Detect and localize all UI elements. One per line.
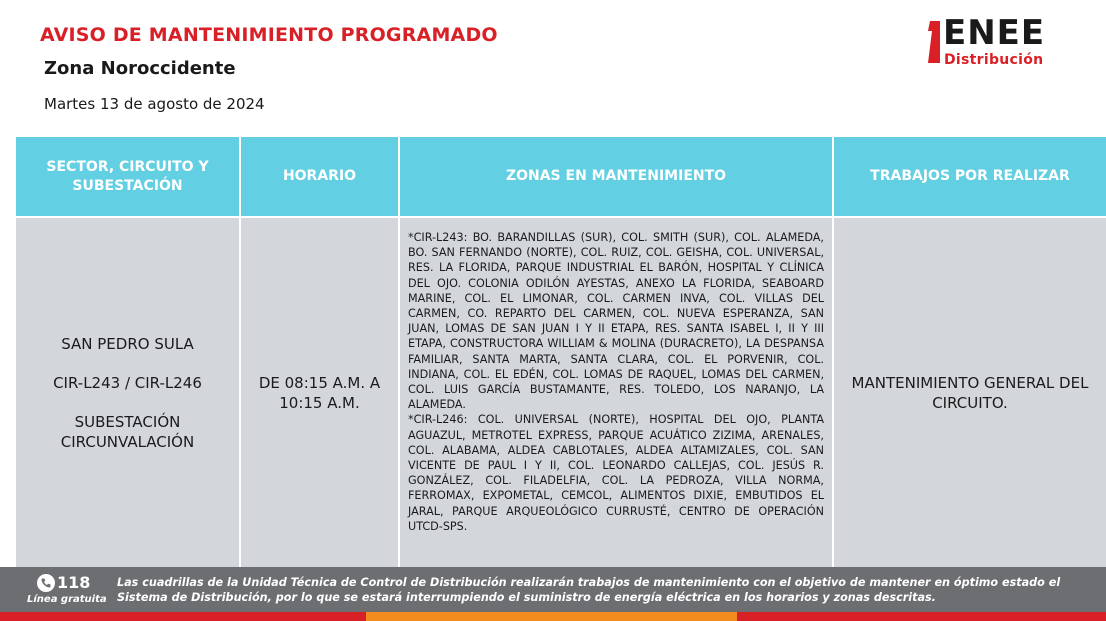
- maintenance-table: [16, 137, 1106, 567]
- zones-l243: *CIR-L243: BO. BARANDILLAS (SUR), COL. SMITH (SUR), COL. ALAMEDA, BO. SAN FERNANDO (NORTE), COL. RUIZ, COL. GEISHA, COL. UNIVERSAL, RES. LA FLORIDA, PARQUE INDUSTRIAL EL BARÓN, HOSPITAL Y CLÍNICA DEL OJO. COLONIA ODILÓN AYESTAS, ANEXO LA FLORIDA, SEABOARD MARINE, COL. EL LIMONAR, COL. CARMEN INVA, COL. VILLAS DEL CARMEN, CO. REPARTO DEL CARMEN, COL. NUEVA ESPERANZA, SAN JUAN, LOMAS DE SAN JUAN I Y II ETAPA, RES. SANTA ISABEL I, II Y III ETAPA, CONSTRUCTORA WILLIAM & MOLINA (DURACRETO), LA DESPANSA FAMILIAR, SANTA MARTA, SANTA CLARA, COL. EL PORVENIR, COL. INDIANA, COL. EL EDÉN, COL. LOMAS DE RAQUEL, LOMAS DEL CARMEN, COL. LUIS GARCÍA BUSTAMANTE, RES. TOLEDO, LOS NARANJO, LA ALAMEDA.: [408, 231, 824, 412]
- enee-logo-mark-icon: [926, 21, 940, 63]
- header-horario: HORARIO: [240, 137, 399, 217]
- notice-title: AVISO DE MANTENIMIENTO PROGRAMADO: [40, 24, 498, 46]
- table-row: [16, 217, 1106, 567]
- zone-name: Zona Noroccidente: [44, 58, 236, 79]
- city-name: SAN PEDRO SULA: [61, 334, 194, 353]
- footer-stripe-orange: [366, 612, 737, 621]
- header-zonas: ZONAS EN MANTENIMIENTO: [399, 137, 833, 217]
- phone-icon: [37, 574, 55, 592]
- footer-stripe-red-right: [737, 612, 1106, 621]
- work-text: MANTENIMIENTO GENERAL DEL CIRCUITO.: [851, 373, 1089, 412]
- footer-stripe-red-left: [0, 612, 366, 621]
- substation-name: SUBESTACIÓN CIRCUNVALACIÓN: [60, 412, 195, 451]
- zones-l246: *CIR-L246: COL. UNIVERSAL (NORTE), HOSPITAL DEL OJO, PLANTA AGUAZUL, METROTEL EXPRESS, PARQUE ACUÁTICO ZIZIMA, ARENALES, COL. ALABAMA, ALDEA CABLOTALES, ALDEA ALTAMIZALES, COL. SAN VICENTE DE PAUL I Y II, COL. LEONARDO CALLEJAS, COL. JESÚS R. GONZÁLEZ, COL. FILADELFIA, COL. LA PEDROZA, VILLA NORMA, FERROMAX, EXPOMETAL, CEMCOL, ALIMENTOS DIXIE, EMBUTIDOS EL JARAL, PARQUE ARQUEOLÓGICO CURRUSTÉ, CENTRO DE OPERACIÓN UTCD-SPS.: [408, 413, 824, 533]
- hotline-label: Línea gratuita: [27, 594, 107, 605]
- enee-logo: [924, 13, 1084, 70]
- logo-subtitle: Distribución: [944, 52, 1044, 68]
- header-sector: SECTOR, CIRCUITO Y SUBESTACIÓN: [16, 137, 240, 217]
- zones-cell: [399, 217, 833, 567]
- work-cell: [833, 217, 1106, 567]
- sector-cell: [16, 217, 240, 567]
- hotline-number: 118: [57, 573, 91, 592]
- header-trabajos: TRABAJOS POR REALIZAR: [833, 137, 1106, 217]
- footer-bar: [0, 567, 1106, 612]
- notice-date: Martes 13 de agosto de 2024: [44, 95, 265, 113]
- table-header-row: [16, 137, 1106, 217]
- logo-brand: ENEE: [943, 13, 1046, 53]
- footer-disclaimer: Las cuadrillas de la Unidad Técnica de Control de Distribución realizarán trabajos de mantenimiento con el objetivo de mantener en óptimo estado el Sistema de Distribución, por lo que se estará interrumpiendo el suministro de energía eléctrica en los horarios y zonas descritas.: [117, 576, 1061, 604]
- schedule-text: DE 08:15 A.M. A 10:15 A.M.: [258, 373, 381, 412]
- schedule-cell: [240, 217, 399, 567]
- circuit-ids: CIR-L243 / CIR-L246: [53, 373, 202, 392]
